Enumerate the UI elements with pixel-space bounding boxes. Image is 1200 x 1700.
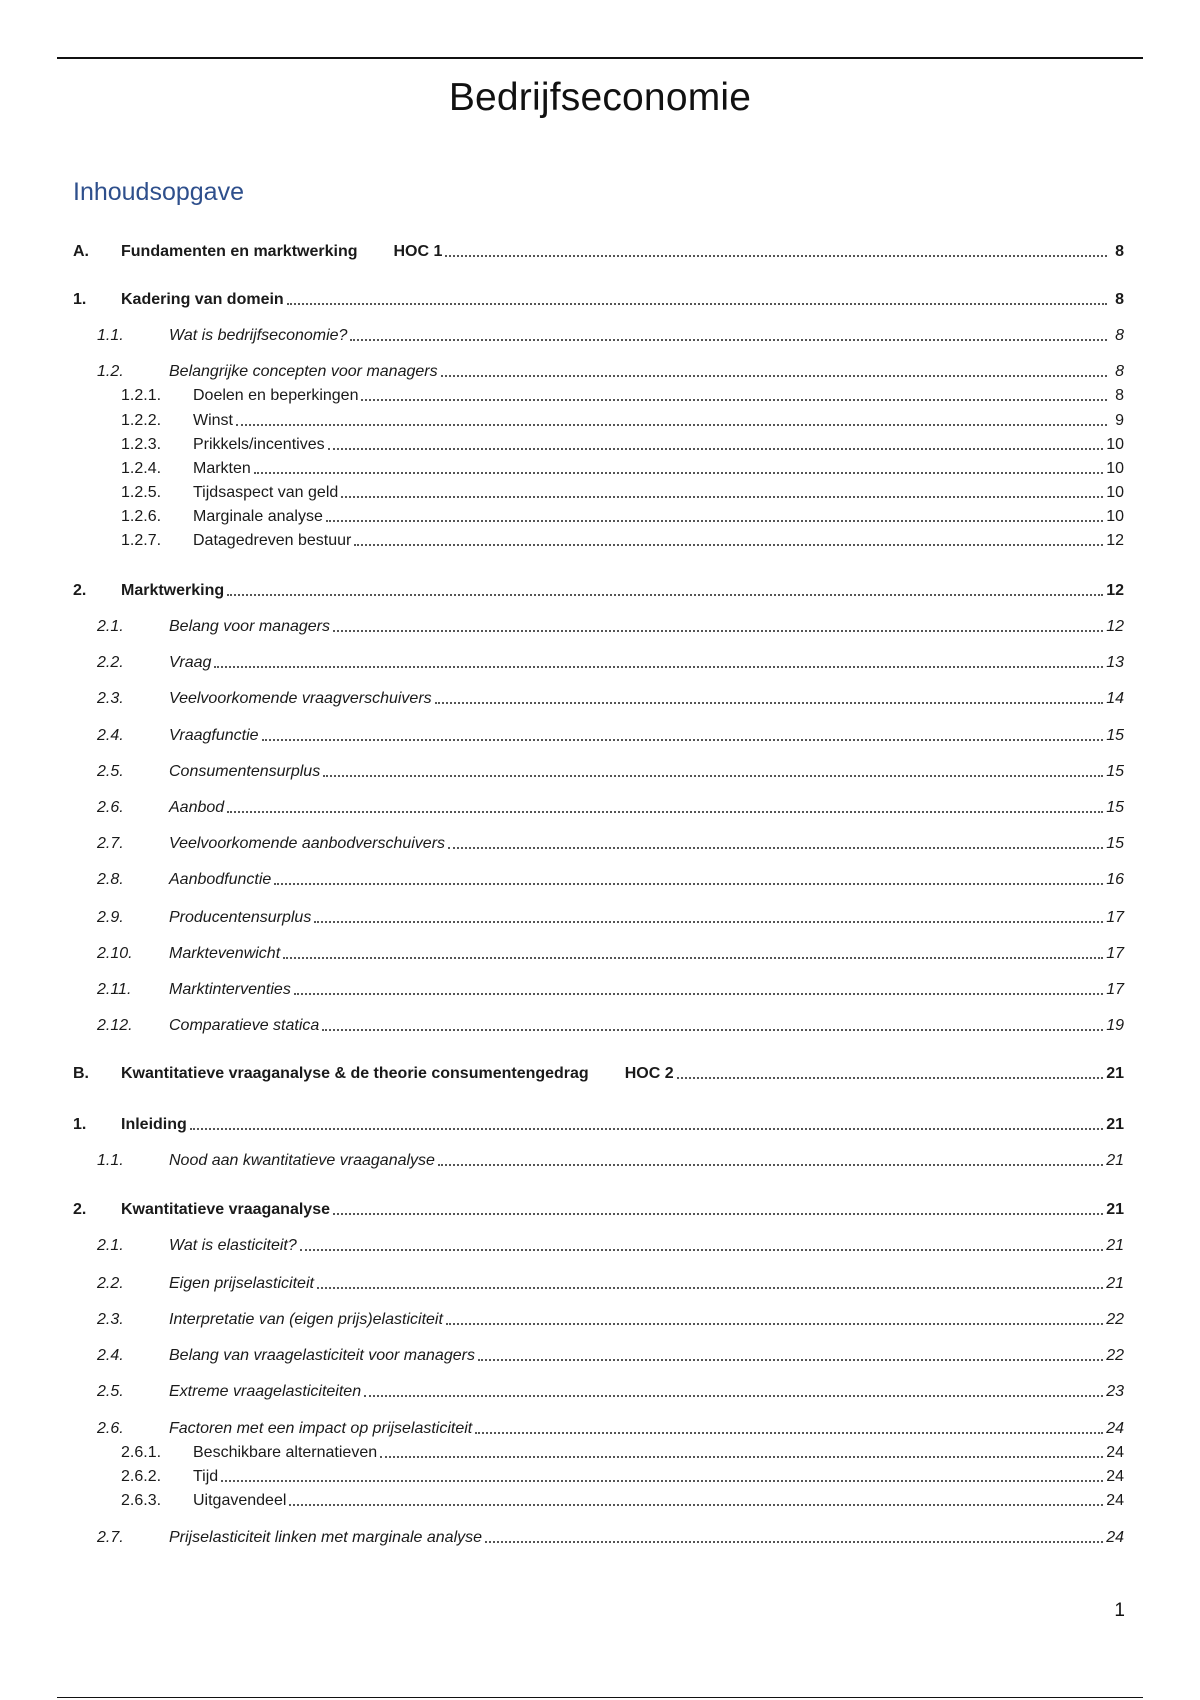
toc-entry[interactable] (0, 238, 1200, 262)
toc-entry-title: Interpretatie van (eigen prijs)elasticiteit (169, 1311, 443, 1328)
toc-entry-title: Factoren met een impact op prijselasticiteit (169, 1420, 473, 1437)
toc-entry[interactable] (0, 685, 1200, 709)
toc-dot-leader (435, 702, 1104, 704)
toc-entry-page: 10 (1106, 460, 1124, 477)
toc-entry-page: 21 (1106, 1152, 1124, 1169)
toc-entry-page: 22 (1106, 1347, 1124, 1364)
toc-dot-leader (317, 1287, 1103, 1289)
toc-dot-leader (448, 847, 1103, 849)
toc-dot-leader (289, 1504, 1103, 1506)
toc-dot-leader (221, 1480, 1103, 1482)
toc-entry-number: 2.4. (97, 1347, 124, 1364)
toc-entry[interactable] (0, 577, 1200, 601)
toc-entry-title: Comparatieve statica (169, 1017, 320, 1034)
toc-entry[interactable] (0, 830, 1200, 854)
toc-dot-leader (446, 1323, 1103, 1325)
toc-entry-title: Doelen en beperkingen (193, 387, 359, 404)
toc-entry-page: 10 (1106, 508, 1124, 525)
toc-entry-page: 15 (1106, 835, 1124, 852)
toc-entry-number: B. (73, 1065, 89, 1082)
toc-entry-number: 1.2.5. (121, 484, 162, 501)
toc-dot-leader (350, 339, 1107, 341)
toc-entry-title: Tijd (193, 1468, 219, 1485)
toc-entry-number: 2.1. (97, 1237, 124, 1254)
toc-entry-number: 2.6.3. (121, 1492, 162, 1509)
toc-entry-number: 2.6.2. (121, 1468, 162, 1485)
toc-entry-page: 24 (1106, 1529, 1124, 1546)
toc-entry-number: 1.2.7. (121, 532, 162, 549)
toc-entry-page: 24 (1106, 1468, 1124, 1485)
toc-entry-title: Prikkels/incentives (193, 436, 325, 453)
toc-dot-leader (333, 630, 1103, 632)
toc-entry-title: Marginale analyse (193, 508, 323, 525)
toc-entry-page: 24 (1106, 1420, 1124, 1437)
toc-entry[interactable] (0, 613, 1200, 637)
toc-entry-title: Kadering van domein (121, 291, 284, 308)
toc-entry-number: 2.11. (97, 981, 132, 998)
toc-entry[interactable] (0, 1415, 1200, 1439)
toc-entry-title: Fundamenten en marktwerking (121, 243, 358, 260)
toc-entry-title: Producentensurplus (169, 909, 312, 926)
toc-entry-page: 21 (1106, 1116, 1124, 1133)
toc-entry[interactable] (0, 794, 1200, 818)
toc-entry[interactable] (0, 407, 1200, 431)
toc-entry-number: 1.2. (97, 363, 124, 380)
toc-entry-title: Nood aan kwantitatieve vraaganalyse (169, 1152, 435, 1169)
toc-entry-lecture-tag: HOC 1 (393, 243, 443, 260)
toc-dot-leader (485, 1541, 1103, 1543)
toc-entry-page: 17 (1106, 981, 1124, 998)
toc-entry-number: 2. (73, 582, 87, 599)
toc-entry-page: 23 (1106, 1383, 1124, 1400)
toc-dot-leader (214, 666, 1103, 668)
toc-entry-lecture-tag: HOC 2 (624, 1065, 674, 1082)
toc-entry[interactable] (0, 431, 1200, 455)
toc-entry-number: 2.3. (97, 1311, 124, 1328)
toc-entry-title: Kwantitatieve vraaganalyse & de theorie consumentengedrag (121, 1065, 589, 1082)
toc-entry[interactable] (0, 940, 1200, 964)
toc-entry[interactable] (0, 479, 1200, 503)
toc-entry[interactable] (0, 866, 1200, 890)
toc-entry-title: Veelvoorkomende aanbodverschuivers (169, 835, 446, 852)
toc-entry-number: 2.7. (97, 835, 124, 852)
toc-entry-number: 2.2. (97, 654, 124, 671)
toc-entry-page: 16 (1106, 871, 1124, 888)
toc-entry-page: 8 (1115, 243, 1124, 260)
toc-entry-number: 2.6. (97, 799, 124, 816)
toc-dot-leader (328, 448, 1104, 450)
toc-entry[interactable] (0, 1232, 1200, 1256)
toc-entry-number: 1. (73, 1116, 87, 1133)
toc-entry[interactable] (0, 527, 1200, 551)
toc-entry-page: 10 (1106, 484, 1124, 501)
toc-entry-page: 14 (1106, 690, 1124, 707)
toc-entry-page: 15 (1106, 727, 1124, 744)
toc-dot-leader (478, 1359, 1103, 1361)
toc-entry[interactable] (0, 322, 1200, 346)
toc-entry[interactable] (0, 904, 1200, 928)
toc-entry-number: 1. (73, 291, 87, 308)
toc-entry-title: Eigen prijselasticiteit (169, 1275, 314, 1292)
page-number: 1 (1114, 1600, 1125, 1621)
toc-entry-title: Winst (193, 412, 233, 429)
toc-heading: Inhoudsopgave (73, 178, 244, 206)
toc-entry-title: Tijdsaspect van geld (193, 484, 339, 501)
toc-entry-title: Inleiding (121, 1116, 187, 1133)
toc-entry-title: Aanbodfunctie (169, 871, 272, 888)
toc-entry-number: 2.12. (97, 1017, 133, 1034)
toc-entry[interactable] (0, 1060, 1200, 1084)
toc-dot-leader (287, 303, 1107, 305)
toc-dot-leader (438, 1164, 1103, 1166)
toc-dot-leader (475, 1432, 1103, 1434)
toc-entry-page: 12 (1106, 532, 1124, 549)
toc-entry-number: 2.8. (97, 871, 124, 888)
toc-entry-page: 12 (1106, 618, 1124, 635)
toc-entry[interactable] (0, 1147, 1200, 1171)
top-rule (57, 57, 1143, 59)
toc-entry-page: 15 (1106, 799, 1124, 816)
toc-entry-number: 1.2.6. (121, 508, 162, 525)
toc-dot-leader (262, 739, 1104, 741)
toc-entry-title: Wat is elasticiteit? (169, 1237, 297, 1254)
toc-entry-page: 24 (1106, 1444, 1124, 1461)
toc-entry-page: 13 (1106, 654, 1124, 671)
toc-entry-page: 8 (1115, 387, 1124, 404)
toc-entry-number: 2.5. (97, 1383, 124, 1400)
toc-entry-number: 1.2.4. (121, 460, 162, 477)
toc-entry-page: 24 (1106, 1492, 1124, 1509)
toc-entry-number: 2.7. (97, 1529, 124, 1546)
toc-entry[interactable] (0, 1306, 1200, 1330)
toc-entry-page: 10 (1106, 436, 1124, 453)
toc-entry-title: Prijselasticiteit linken met marginale analyse (169, 1529, 483, 1546)
toc-entry[interactable] (0, 286, 1200, 310)
toc-entry[interactable] (0, 1378, 1200, 1402)
toc-entry[interactable] (0, 1524, 1200, 1548)
toc-entry-number: 1.2.2. (121, 412, 162, 429)
toc-entry-page: 21 (1106, 1065, 1124, 1082)
toc-dot-leader (227, 811, 1103, 813)
toc-dot-leader (364, 1395, 1103, 1397)
toc-entry[interactable] (0, 358, 1200, 382)
toc-entry-page: 17 (1106, 945, 1124, 962)
toc-entry-page: 15 (1106, 763, 1124, 780)
toc-entry[interactable] (0, 382, 1200, 406)
toc-dot-leader (677, 1077, 1104, 1079)
toc-dot-leader (333, 1213, 1103, 1215)
toc-entry-number: 2.2. (97, 1275, 124, 1292)
toc-entry-page: 8 (1115, 291, 1124, 308)
toc-entry[interactable] (0, 1012, 1200, 1036)
toc-entry-number: 2.9. (97, 909, 124, 926)
toc-entry[interactable] (0, 1111, 1200, 1135)
document-title: Bedrijfseconomie (448, 76, 752, 119)
toc-dot-leader (190, 1128, 1103, 1130)
toc-dot-leader (227, 594, 1103, 596)
toc-entry-title: Marktevenwicht (169, 945, 281, 962)
toc-entry[interactable] (0, 1270, 1200, 1294)
toc-entry-page: 19 (1106, 1017, 1124, 1034)
toc-entry-number: 1.2.1. (121, 387, 162, 404)
toc-entry-title: Markten (193, 460, 251, 477)
toc-entry-page: 21 (1106, 1201, 1124, 1218)
toc-entry[interactable] (0, 649, 1200, 673)
toc-entry[interactable] (0, 1439, 1200, 1463)
toc-entry-number: A. (73, 243, 89, 260)
toc-dot-leader (323, 775, 1103, 777)
toc-entry-title: Extreme vraagelasticiteiten (169, 1383, 362, 1400)
bottom-rule (57, 1697, 1143, 1698)
toc-entry-page: 8 (1115, 327, 1124, 344)
toc-entry-number: 1.1. (97, 1152, 124, 1169)
toc-dot-leader (236, 424, 1107, 426)
toc-dot-leader (314, 921, 1103, 923)
toc-entry-number: 2.5. (97, 763, 124, 780)
toc-entry-title: Wat is bedrijfseconomie? (169, 327, 348, 344)
toc-entry-title: Marktwerking (121, 582, 225, 599)
toc-entry[interactable] (0, 1463, 1200, 1487)
toc-dot-leader (300, 1249, 1103, 1251)
toc-entry-title: Uitgavendeel (193, 1492, 287, 1509)
toc-entry-page: 9 (1115, 412, 1124, 429)
toc-entry-title: Marktinterventies (169, 981, 291, 998)
toc-dot-leader (326, 520, 1103, 522)
toc-dot-leader (294, 993, 1103, 995)
toc-dot-leader (380, 1456, 1103, 1458)
toc-entry-number: 2.3. (97, 690, 124, 707)
toc-dot-leader (274, 883, 1103, 885)
toc-entry-page: 17 (1106, 909, 1124, 926)
toc-entry[interactable] (0, 758, 1200, 782)
toc-entry-title: Vraagfunctie (169, 727, 259, 744)
toc-entry-title: Datagedreven bestuur (193, 532, 352, 549)
toc-dot-leader (341, 496, 1103, 498)
toc-entry-page: 21 (1106, 1275, 1124, 1292)
toc-entry-number: 2.1. (97, 618, 124, 635)
toc-entry-number: 1.2.3. (121, 436, 162, 453)
toc-entry-page: 21 (1106, 1237, 1124, 1254)
toc-entry-title: Belang van vraagelasticiteit voor managers (169, 1347, 475, 1364)
toc-entry[interactable] (0, 1196, 1200, 1220)
toc-entry-title: Aanbod (169, 799, 225, 816)
toc-entry-number: 2.10. (97, 945, 133, 962)
toc-entry[interactable] (0, 722, 1200, 746)
toc-entry-page: 22 (1106, 1311, 1124, 1328)
toc-dot-leader (283, 957, 1103, 959)
toc-entry[interactable] (0, 976, 1200, 1000)
toc-entry[interactable] (0, 455, 1200, 479)
toc-entry-number: 2.4. (97, 727, 124, 744)
toc-entry-title: Belang voor managers (169, 618, 330, 635)
toc-dot-leader (354, 544, 1103, 546)
toc-entry-title: Vraag (169, 654, 212, 671)
toc-entry-number: 1.1. (97, 327, 124, 344)
toc-dot-leader (254, 472, 1103, 474)
toc-entry-number: 2. (73, 1201, 87, 1218)
toc-entry-title: Consumentensurplus (169, 763, 321, 780)
toc-entry-title: Kwantitatieve vraaganalyse (121, 1201, 330, 1218)
toc-entry-page: 8 (1115, 363, 1124, 380)
toc-dot-leader (445, 255, 1107, 257)
toc-entry[interactable] (0, 503, 1200, 527)
toc-entry[interactable] (0, 1342, 1200, 1366)
toc-entry-number: 2.6. (97, 1420, 124, 1437)
toc-dot-leader (441, 375, 1107, 377)
toc-entry-title: Veelvoorkomende vraagverschuivers (169, 690, 432, 707)
toc-entry-page: 12 (1106, 582, 1124, 599)
toc-entry-title: Beschikbare alternatieven (193, 1444, 378, 1461)
toc-entry[interactable] (0, 1487, 1200, 1511)
toc-dot-leader (361, 399, 1107, 401)
toc-dot-leader (322, 1029, 1103, 1031)
toc-entry-title: Belangrijke concepten voor managers (169, 363, 438, 380)
toc-entry-number: 2.6.1. (121, 1444, 162, 1461)
